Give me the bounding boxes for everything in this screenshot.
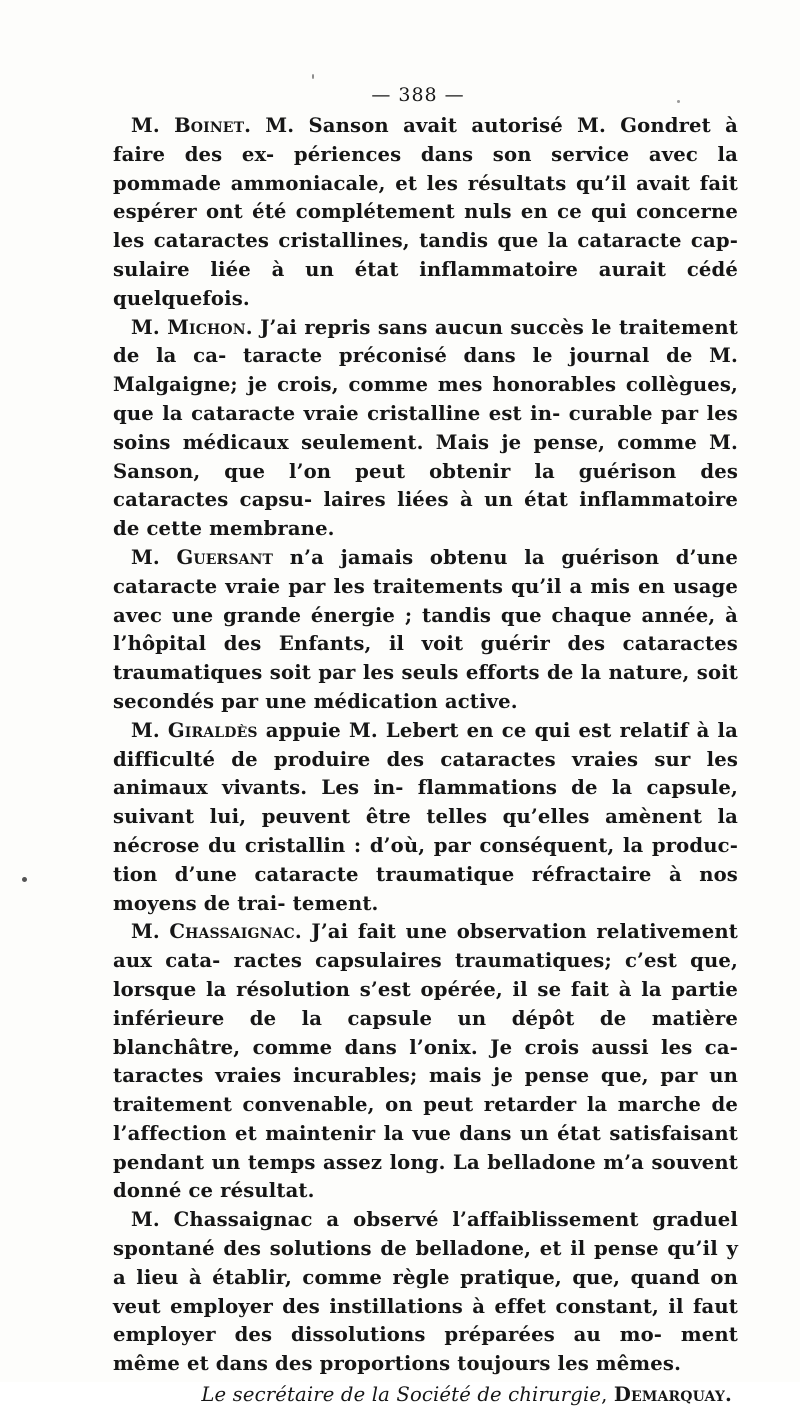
speaker-name: Michon — [167, 315, 246, 339]
print-speck — [677, 100, 680, 103]
page-number: — 388 — — [371, 84, 465, 106]
text-line: résultats qu’il avait fait espérer ont été complétement nuls en ce — [113, 171, 738, 224]
text-line: ment même et dans des proportions toujours les mêmes. — [113, 1323, 738, 1376]
text-line: ractes capsulaires traumatiques; c’est que, lorsque la résolution — [113, 949, 738, 1001]
speaker-prefix: M. — [131, 114, 175, 137]
text-line: . J’ai repris sans aucun succès le traitement de la ca- — [113, 315, 738, 368]
paragraph-michon — [113, 314, 738, 544]
speaker-name: Chassaignac — [169, 920, 295, 944]
text-line: M. Chassaignac a observé l’affaiblissement graduel spontané des — [113, 1208, 738, 1261]
text-line: la vue dans un état satisfaisant pendant un temps assez long. La — [113, 1121, 738, 1174]
text-line: curable par les soins médicaux seulement. Mais je pense, comme — [113, 401, 738, 454]
text-line: taractes vraies incurables; mais je pense que, par un traitement — [113, 1064, 738, 1117]
speaker-name: Giraldès — [167, 718, 258, 742]
text-line: belladone m’a souvent donné ce résultat. — [113, 1150, 738, 1203]
signature-role: Le secrétaire de la Société de chirurgie — [201, 1383, 602, 1407]
text-line: par les traitements qu’il a mis en usage avec une grande énergie ; — [113, 574, 739, 627]
text-line: appuie M. Lebert en ce qui est relatif à la difficulté — [113, 718, 738, 771]
signature-line — [113, 1379, 738, 1410]
speaker-name: Boinet — [174, 114, 245, 137]
text-line: . J’ai fait une observation relativement aux cata- — [113, 920, 738, 973]
text-line: de produire des cataractes vraies sur les animaux vivants. Les in- — [113, 747, 738, 800]
print-speck — [22, 877, 27, 882]
text-line: M. Sanson, que l’on peut obtenir la guérison des cataractes capsu- — [113, 430, 738, 512]
text-line: s’est opérée, il se fait à la partie inférieure de la capsule un dépôt — [113, 977, 738, 1030]
text-line: tion d’une cataracte traumatique réfractaire à nos moyens de trai- — [113, 862, 738, 915]
signature-name: Demarquay. — [613, 1383, 732, 1407]
paragraph-boinet — [113, 112, 738, 314]
text-line: tement. — [292, 891, 379, 915]
text-line: effet constant, il faut employer des dissolutions préparées au mo- — [113, 1294, 738, 1347]
text-line: mes honorables collègues, que la cataracte vraie cristalline est in- — [113, 373, 739, 425]
speaker-prefix: M. — [131, 920, 170, 944]
text-line: de matière blanchâtre, comme dans l’onix. Je crois aussi les ca- — [113, 1006, 738, 1059]
text-line: . M. Sanson avait autorisé M. Gondret à faire des ex- — [113, 114, 738, 166]
paragraph-guersant — [113, 544, 738, 717]
speaker-prefix: M. — [131, 315, 168, 339]
speaker-name: Guersant — [176, 545, 274, 569]
text-line: cataractes traumatiques soit par les seuls efforts de la nature, soit — [113, 632, 738, 685]
paragraph-giraldes — [113, 717, 738, 919]
text-line: qui concerne les cataractes cristallines, tandis que la cataracte cap- — [113, 200, 738, 253]
text-line: laires liées à un état inflammatoire de cette membrane. — [113, 488, 738, 541]
print-speck — [312, 74, 314, 79]
page-body — [113, 112, 738, 1410]
text-line: solutions de belladone, et il pense qu’il y a lieu à établir, comme — [113, 1237, 738, 1289]
text-line: tandis que chaque année, à l’hôpital des Enfants, il voit guérir des — [113, 603, 738, 656]
text-line: convenable, on peut retarder la marche de l’affection et maintenir — [113, 1093, 738, 1145]
speaker-prefix: M. — [131, 718, 168, 742]
paragraph-chassaignac — [113, 918, 738, 1206]
paragraph-chassaignac-belladone — [113, 1206, 738, 1379]
text-line: sulaire liée à un état inflammatoire aurait cédé quelquefois. — [113, 257, 738, 310]
speaker-prefix: M. — [131, 545, 177, 569]
text-line: périences dans son service avec la pommade ammoniacale, et les — [113, 142, 738, 195]
text-line: flammations de la capsule, suivant lui, peuvent être telles qu’elles — [113, 776, 738, 829]
text-line: taracte préconisé dans le journal de M. Malgaigne; je crois, comme — [113, 344, 738, 397]
text-line: amènent la nécrose du cristallin : d’où, par conséquent, la produc- — [113, 805, 738, 857]
text-line: n’a jamais obtenu la guérison d’une cataracte vraie — [113, 545, 738, 598]
signature-separator: , — [601, 1383, 614, 1407]
text-line: règle pratique, que, quand on veut employer des instillations à — [113, 1265, 738, 1318]
text-line: secondés par une médication active. — [113, 689, 518, 713]
